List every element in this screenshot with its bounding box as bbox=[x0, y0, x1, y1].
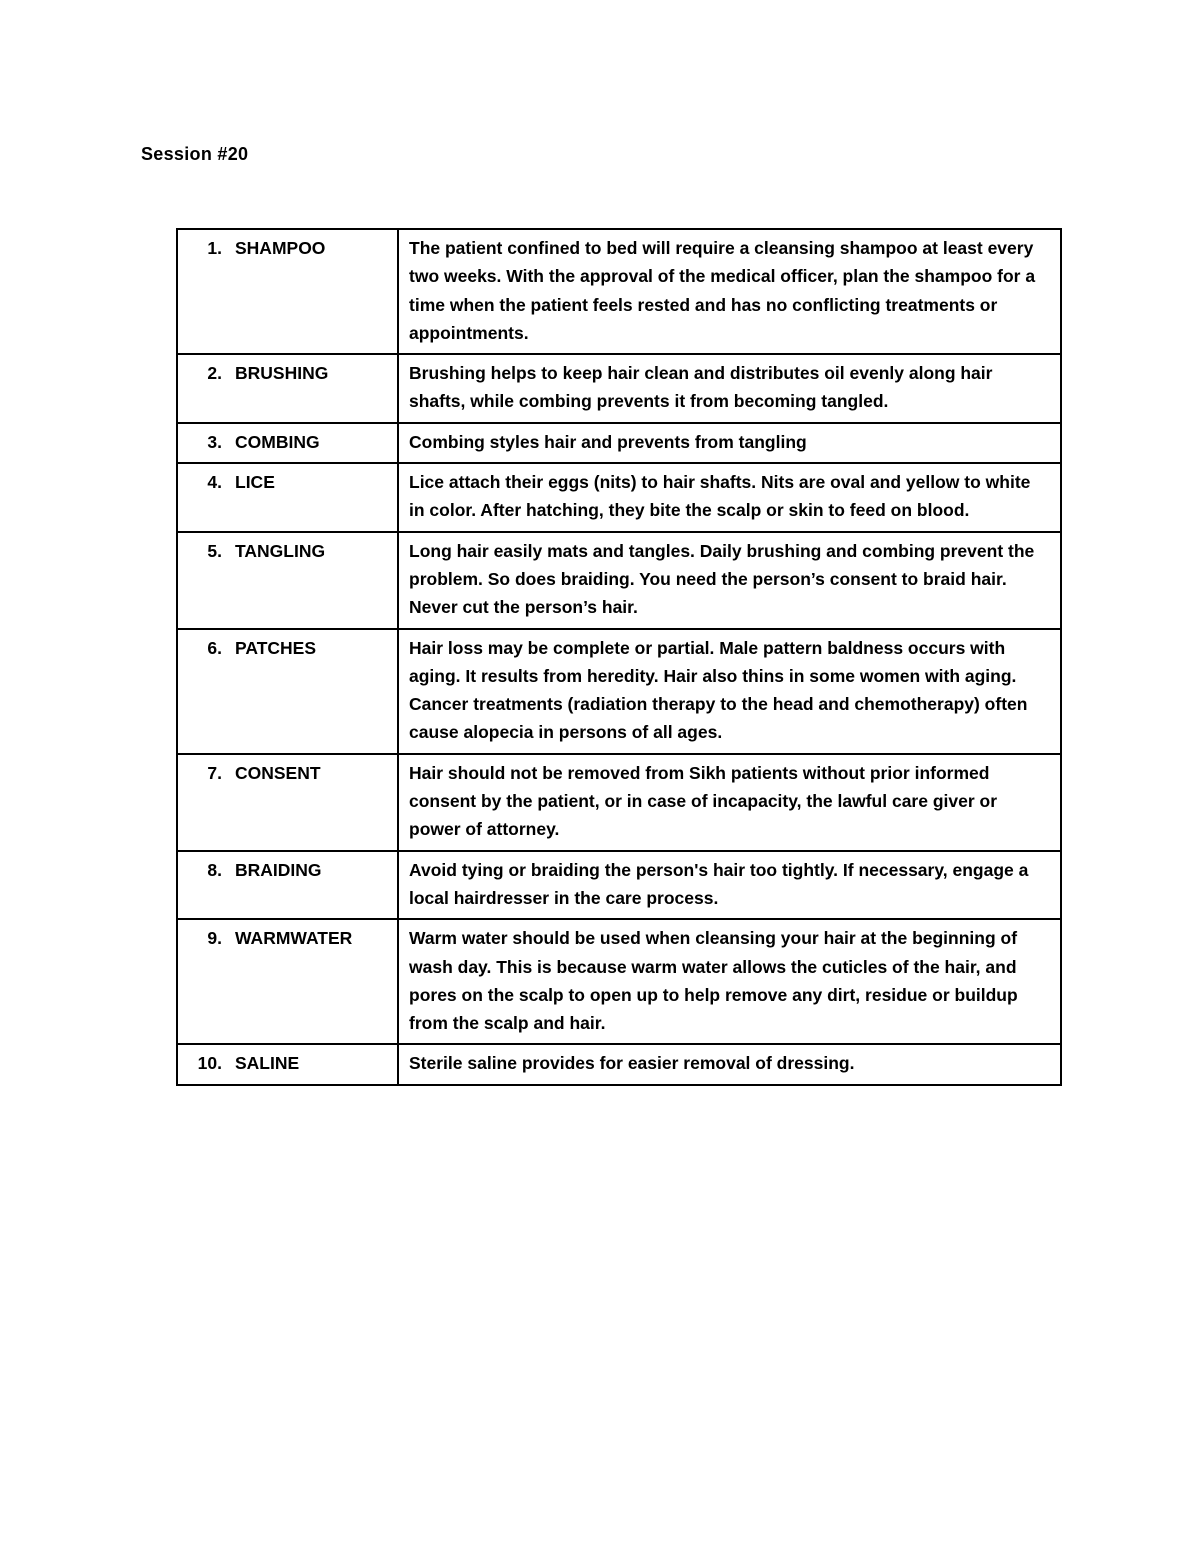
item-number: 10. bbox=[197, 1053, 222, 1074]
item-number: 3. bbox=[207, 431, 222, 452]
definition-cell: Long hair easily mats and tangles. Daily brushing and combing prevent the problem. So does braiding. You need the person’s consent to braid hair. Never cut the person’s hair. bbox=[398, 532, 1061, 629]
term-label: COMBING bbox=[235, 431, 320, 452]
term-cell bbox=[177, 754, 398, 851]
term-cell bbox=[177, 629, 398, 754]
term-label: CONSENT bbox=[235, 762, 321, 783]
table-row bbox=[177, 354, 1061, 423]
term-label: BRUSHING bbox=[235, 363, 329, 384]
definition-cell: Hair loss may be complete or partial. Male pattern baldness occurs with aging. It results from heredity. Hair also thins in some women with aging. Cancer treatments (radiation therapy to the head and chemotherapy) often cause alopecia in persons of all ages. bbox=[398, 629, 1061, 754]
definition-cell: Warm water should be used when cleansing your hair at the beginning of wash day. This is because warm water allows the cuticles of the hair, and pores on the scalp to open up to help remove any dirt, residue or buildup from the scalp and hair. bbox=[398, 919, 1061, 1044]
term-label: WARMWATER bbox=[235, 928, 353, 949]
definition-cell: Brushing helps to keep hair clean and distributes oil evenly along hair shafts, while combing prevents it from becoming tangled. bbox=[398, 354, 1061, 423]
definition-cell: Lice attach their eggs (nits) to hair shafts. Nits are oval and yellow to white in color. After hatching, they bite the scalp or skin to feed on blood. bbox=[398, 463, 1061, 532]
table-row bbox=[177, 463, 1061, 532]
definition-cell: The patient confined to bed will require a cleansing shampoo at least every two weeks. With the approval of the medical officer, plan the shampoo for a time when the patient feels rested and has no conflicting treatments or appointments. bbox=[398, 229, 1061, 354]
definition-cell: Combing styles hair and prevents from tangling bbox=[398, 423, 1061, 463]
term-cell bbox=[177, 423, 398, 463]
table-row bbox=[177, 532, 1061, 629]
term-cell bbox=[177, 1044, 398, 1084]
vocabulary-table bbox=[176, 228, 1062, 1086]
term-cell bbox=[177, 354, 398, 423]
term-label: LICE bbox=[235, 472, 275, 493]
definition-cell: Sterile saline provides for easier removal of dressing. bbox=[398, 1044, 1061, 1084]
term-label: BRAIDING bbox=[235, 859, 322, 880]
table-row bbox=[177, 423, 1061, 463]
table-row bbox=[177, 229, 1061, 354]
term-cell bbox=[177, 851, 398, 920]
definition-cell: Hair should not be removed from Sikh patients without prior informed consent by the patient, or in case of incapacity, the lawful care giver or power of attorney. bbox=[398, 754, 1061, 851]
table-row bbox=[177, 629, 1061, 754]
table-row bbox=[177, 919, 1061, 1044]
term-label: SALINE bbox=[235, 1053, 300, 1074]
table-row bbox=[177, 1044, 1061, 1084]
item-number: 5. bbox=[207, 540, 222, 561]
term-cell bbox=[177, 229, 398, 354]
page-title: Session #20 bbox=[141, 144, 249, 164]
item-number: 4. bbox=[207, 472, 222, 493]
table-row bbox=[177, 851, 1061, 920]
table-row bbox=[177, 754, 1061, 851]
term-label: TANGLING bbox=[235, 540, 326, 561]
item-number: 6. bbox=[207, 637, 222, 658]
item-number: 9. bbox=[207, 928, 222, 949]
term-label: SHAMPOO bbox=[235, 238, 326, 258]
term-cell bbox=[177, 463, 398, 532]
term-cell bbox=[177, 919, 398, 1044]
item-number: 8. bbox=[207, 859, 222, 880]
term-cell bbox=[177, 532, 398, 629]
item-number: 2. bbox=[207, 363, 222, 384]
item-number: 7. bbox=[207, 762, 222, 783]
term-label: PATCHES bbox=[235, 637, 317, 658]
item-number: 1. bbox=[207, 238, 222, 258]
definition-cell: Avoid tying or braiding the person's hair too tightly. If necessary, engage a local hairdresser in the care process. bbox=[398, 851, 1061, 920]
